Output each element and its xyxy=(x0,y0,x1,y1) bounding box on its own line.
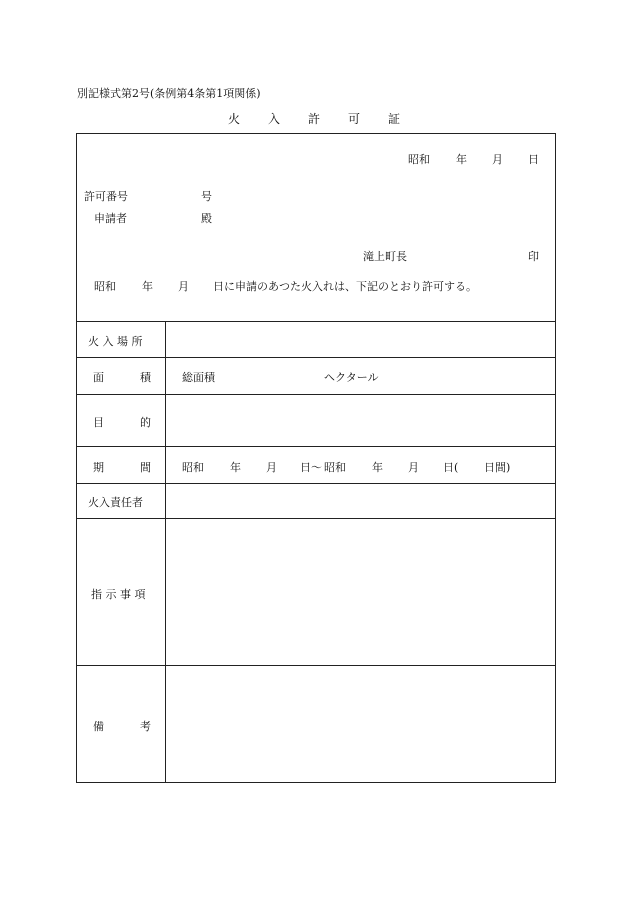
issue-date-day: 日 xyxy=(528,153,539,166)
row-divider xyxy=(77,483,555,484)
location-label: 火 入 場 所 xyxy=(88,335,143,348)
title-char: 火 xyxy=(227,112,242,126)
period-start-year: 年 xyxy=(230,461,241,474)
statement-year: 年 xyxy=(142,280,153,293)
permit-number-label: 許可番号 xyxy=(84,190,128,203)
period-label-char: 間 xyxy=(140,461,151,474)
seal-mark: 印 xyxy=(528,250,539,263)
issue-date-month: 月 xyxy=(492,153,503,166)
row-divider xyxy=(77,665,555,666)
applicant-honorific: 殿 xyxy=(201,212,212,225)
label-column-divider xyxy=(165,321,166,783)
remarks-label-char: 備 xyxy=(93,720,104,733)
row-divider xyxy=(77,518,555,519)
instructions-label: 指 示 事 項 xyxy=(91,588,146,601)
row-divider xyxy=(77,394,555,395)
title-char: 入 xyxy=(267,112,282,126)
total-area-label: 総面積 xyxy=(182,371,215,384)
area-label-char: 積 xyxy=(140,371,151,384)
statement-text: 日に申請のあつた火入れは、下記のとおり許可する。 xyxy=(213,280,477,293)
period-start-day: 日〜 xyxy=(300,461,322,474)
area-label xyxy=(93,369,151,385)
period-end-day: 日( xyxy=(443,461,459,474)
remarks-label-char: 考 xyxy=(140,720,151,733)
period-end-month: 月 xyxy=(408,461,419,474)
period-end-year: 年 xyxy=(372,461,383,474)
issuer-name: 滝上町長 xyxy=(363,250,407,263)
purpose-label-char: 的 xyxy=(140,416,151,429)
statement-era: 昭和 xyxy=(94,280,116,293)
period-start-month: 月 xyxy=(266,461,277,474)
permit-number-suffix: 号 xyxy=(201,190,212,203)
purpose-label xyxy=(93,414,151,430)
document-title xyxy=(0,110,630,127)
remarks-label xyxy=(93,718,151,734)
period-start-era: 昭和 xyxy=(182,461,204,474)
row-divider xyxy=(77,446,555,447)
period-label xyxy=(93,459,151,475)
row-divider xyxy=(77,357,555,358)
row-divider xyxy=(77,321,555,322)
purpose-label-char: 目 xyxy=(93,416,104,429)
permit-form-table xyxy=(76,133,556,783)
area-label-char: 面 xyxy=(93,371,104,384)
area-unit: ヘクタール xyxy=(324,371,379,384)
title-char: 許 xyxy=(307,112,322,126)
period-days: 日間) xyxy=(484,461,511,474)
issue-date-era: 昭和 xyxy=(408,153,430,166)
period-end-era: 昭和 xyxy=(324,461,346,474)
form-caption: 別記様式第2号(条例第4条第1項関係) xyxy=(77,87,261,100)
responsible-label: 火入責任者 xyxy=(88,496,143,509)
title-char: 可 xyxy=(348,112,363,126)
period-label-char: 期 xyxy=(93,461,104,474)
issue-date-year: 年 xyxy=(456,153,467,166)
applicant-label: 申請者 xyxy=(94,212,127,225)
title-char: 証 xyxy=(388,112,403,126)
statement-month: 月 xyxy=(178,280,189,293)
